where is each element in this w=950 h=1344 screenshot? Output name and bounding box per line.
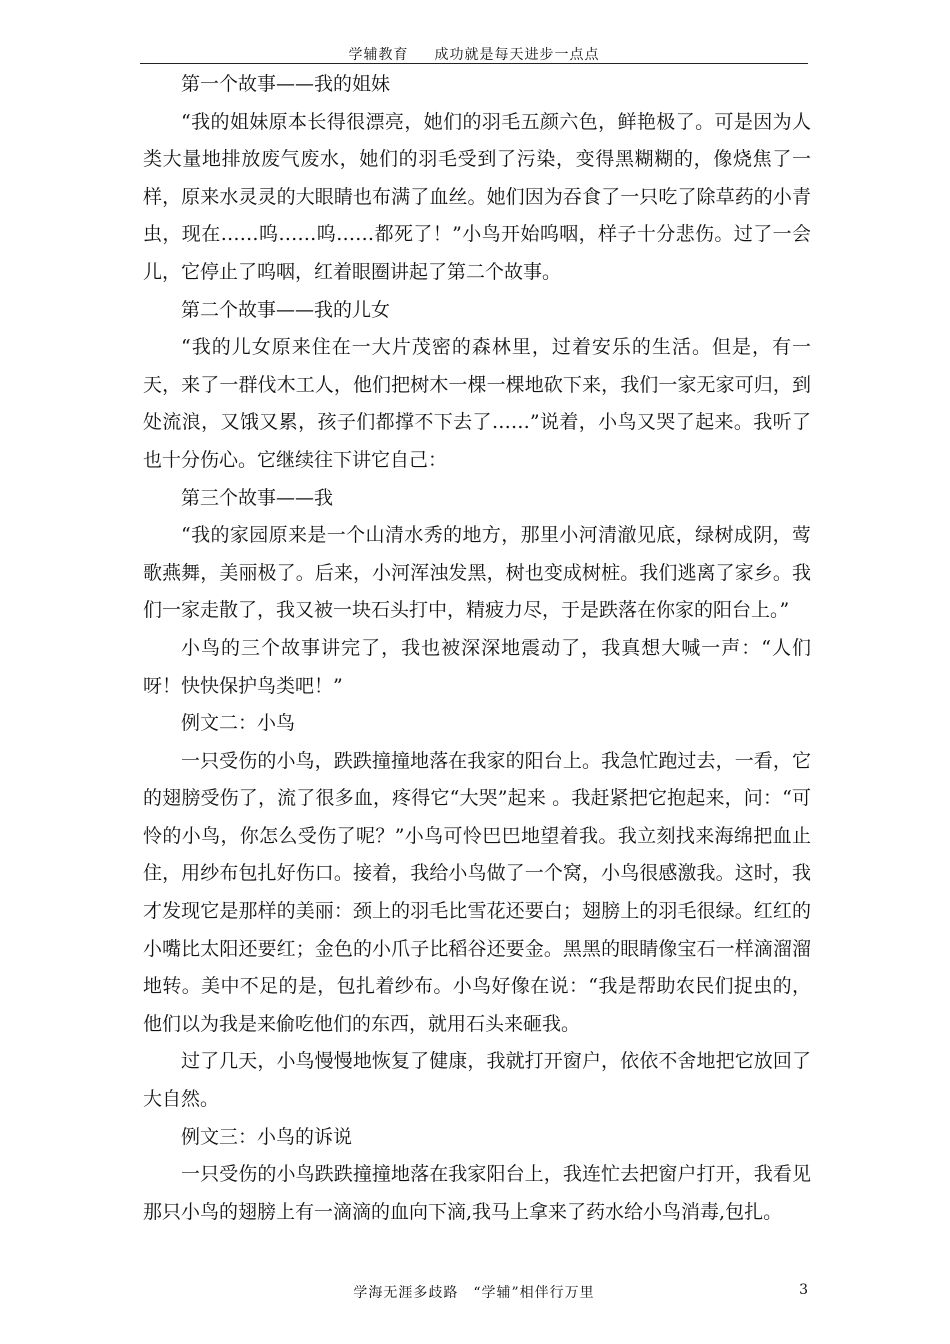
paragraph: 一只受伤的小鸟，跌跌撞撞地落在我家的阳台上。我急忙跑过去，一看，它的翅膀受伤了，流了很多血，疼得它“大哭”起来 。我赶紧把它抱起来，问：“可怜的小鸟，你怎么受伤了呢？”小鸟可怜巴巴地望着我。我立刻找来海绵把血止住，用纱布包扎好伤口。接着，我给小鸟做了一个窝，小鸟很感激我。这时，我才发现它是那样的美丽：颈上的羽毛比雪花还要白；翅膀上的羽毛很绿。红红的小嘴比太阳还要红；金色的小爪子比稻谷还要金。黑黑的眼睛像宝石一样滴溜溜地转。美中不足的是，包扎着纱布。小鸟好像在说：“我是帮助农民们捉虫的，他们以为我是来偷吃他们的东西，就用石头来砸我。 [143, 749, 811, 1035]
page-header [140, 44, 808, 64]
paragraph: “我的儿女原来住在一大片茂密的森林里，过着安乐的生活。但是，有一天，来了一群伐木工人，他们把树木一棵一棵地砍下来，我们一家无家可归，到处流浪，又饿又累，孩子们都撑不下去了……”说着，小鸟又哭了起来。我听了也十分伤心。它继续往下讲它自己： [143, 336, 811, 471]
example-heading: 例文二：小鸟 [181, 712, 296, 735]
story-heading: 第一个故事——我的姐妹 [181, 73, 391, 95]
example-heading: 例文三：小鸟的诉说 [181, 1125, 353, 1148]
paragraph: “我的姐妹原本长得很漂亮，她们的羽毛五颜六色，鲜艳极了。可是因为人类大量地排放废气废水，她们的羽毛受到了污染，变得黑糊糊的，像烧焦了一样，原来水灵灵的大眼睛也布满了血丝。她们因为吞食了一只吃了除草药的小青虫，现在……呜……呜……都死了！”小鸟开始呜咽，样子十分悲伤。过了一会儿，它停止了呜咽，红着眼圈讲起了第二个故事。 [143, 110, 811, 283]
paragraph: 一只受伤的小鸟跌跌撞撞地落在我家阳台上，我连忙去把窗户打开，我看见那只小鸟的翅膀上有一滴滴的血向下滴,我马上拿来了药水给小鸟消毒,包扎。 [143, 1163, 811, 1223]
header-brand: 学辅教育 [348, 47, 409, 63]
paragraph: “我的家园原来是一个山清水秀的地方，那里小河清澈见底，绿树成阴，莺歌燕舞，美丽极了。后来，小河浑浊发黑，树也变成树桩。我们逃离了家乡。我们一家走散了，我又被一块石头打中，精疲力尽，于是跌落在你家的阳台上。” [143, 524, 811, 622]
document-body [143, 66, 811, 1231]
footer-slogan: 学海无涯多歧路 “学辅”相伴行万里 [353, 1285, 595, 1301]
paragraph: 小鸟的三个故事讲完了，我也被深深地震动了，我真想大喊一声：“人们呀！快快保护鸟类吧！” [143, 636, 811, 697]
header-motto: 成功就是每天进步一点点 [434, 47, 600, 63]
header-rule [140, 63, 808, 64]
paragraph: 过了几天，小鸟慢慢地恢复了健康，我就打开窗户，依依不舍地把它放回了大自然。 [143, 1050, 811, 1111]
story-heading: 第三个故事——我 [181, 486, 334, 509]
story-heading: 第二个故事——我的儿女 [181, 298, 391, 321]
page-number: 3 [799, 1282, 808, 1298]
